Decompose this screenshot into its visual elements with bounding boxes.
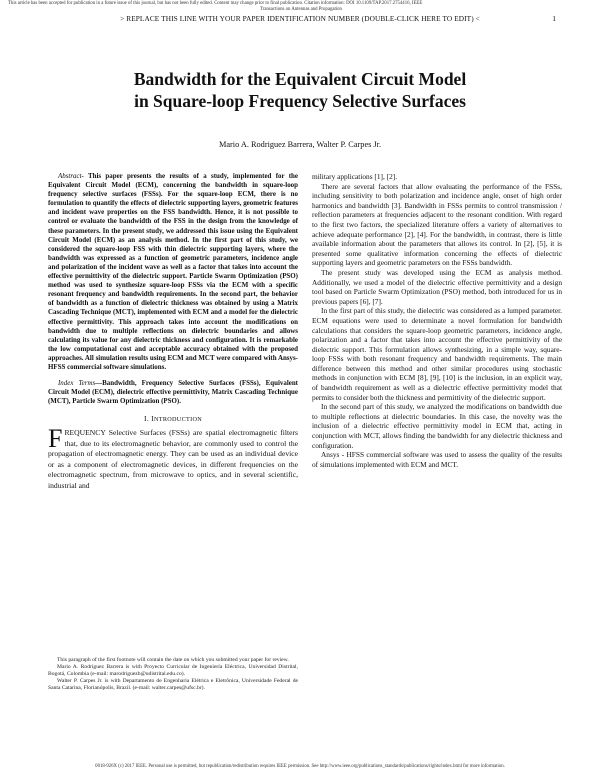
- index-terms-text: —Bandwidth, Frequency Selective Surfaces (FSSs), Equivalent Circuit Model (ECM), dielectric effective permittivity, Matrix Cascading Technique (MCT), Particle Swarm Optimization (PSO).: [48, 379, 298, 406]
- authors: Mario A. Rodriguez Barrera, Walter P. Carpes Jr.: [218, 140, 382, 149]
- abstract-label: Abstract: [58, 172, 82, 180]
- notice-line-2: Transactions on Antennas and Propagation: [260, 7, 342, 12]
- right-paragraph-2: The present study was developed using the ECM as analysis method. Additionally, we used a model of the dielectric effective permittivity and a design tool based on Particle Swarm Optimization (PSO) method, both introduced for us in previous papers [6], [7].: [312, 267, 562, 306]
- index-terms-label: Index Terms: [58, 379, 96, 388]
- notice-line-1: This article has been accepted for publication in a future issue of this journal, but has not been fully edited. Content may change prior to final publication. Citation information: DOI 10.1109/TAP.2017.2754416, IEEE: [8, 1, 423, 6]
- paper-title: [40, 68, 560, 112]
- section-number: I.: [144, 414, 149, 424]
- right-paragraph-0: military applications [1], [2].: [312, 172, 398, 181]
- section-title-rest: NTRODUCTION: [154, 416, 202, 424]
- right-paragraph-4: In the second part of this study, we analyzed the modifications on bandwidth due to multiple reflections at dielectric boundaries. In this case, the novelty was the inclusion of a dielectric effective permittivity model in ECM that, acting in conjunction with MCT, allows finding the bandwidth for any dielectric thickness and configuration.: [312, 402, 562, 450]
- intro-paragraph: [48, 423, 298, 492]
- section-heading-introduction: [48, 414, 298, 425]
- right-paragraph-5: Ansys - HFSS commercial software was used to assess the quality of the results of simulations implemented with ECM and MCT.: [312, 450, 562, 469]
- title-line-2: in Square-loop Frequency Selective Surfaces: [134, 91, 466, 111]
- abstract: [48, 172, 298, 372]
- footnote-2: Mario A. Rodriguez Barrera is with Proyecto Curricular de Ingeniería Eléctrica, Universidad Distrital, Bogotá, Colombia (e-mail: marodriguezb@udistrital.edu.co).: [48, 664, 298, 678]
- right-paragraph-1: There are several factors that allow evaluating the performance of the FSSs, including sensitivity to both polarization and incidence angle, onset of high order harmonics and bandwidth [3]. Bandwidth in FSSs permits to control transmission / reflection parameters at frequencies adjacent to the resonant condition. With regard to the first two factors, the specialized literature offers a variety of alternatives to achieve adequate performance [2], [4]. For the bandwidth, in contrast, there is little available information about the parameters that allows its control. In [2], [5], it is presented some qualitative information concerning the effects of dielectric supporting layers and geometric parameters on the FSSs bandwidth.: [312, 181, 562, 268]
- page-number: 1: [552, 14, 556, 23]
- left-column: [48, 172, 298, 492]
- footnote-1: This paragraph of the first footnote will contain the date on which you submitted your paper for review.: [57, 657, 289, 663]
- section-title-first: I: [151, 414, 154, 424]
- right-column: [312, 172, 562, 469]
- publication-notice: [8, 1, 594, 13]
- intro-text: REQUENCY Selective Surfaces (FSSs) are spatial electromagnetic filters that, due to its electromagnetic behavior, are commonly used to control the propagation of electromagnetic energy. They can be used as an individual device or as a component of electromagnetic devices, in different frequencies on the electromagnetic spectrum, from microwave to optics, and in several scientific, industrial and: [48, 427, 298, 490]
- right-paragraph-3: In the first part of this study, the dielectric was considered as a lumped parameter. ECM equations were used to determinate a novel formulation for bandwidth calculations that considers the square-loop geometric parameters, incidence angle, polarization and a factor that takes into account the effective permittivity of the dielectric support. This formulation allows synthesizing, in a simple way, square-loop FSSs with both resonant frequency and bandwidth requirements. The main difference between this method and other similar procedures using stochastic methods in conjunction with ECM [8], [9], [10] is the inclusion, in an explicit way, of bandwidth requirement as well as a dielectric effective permittivity model that permits to consider both the thickness and permittivity of the dielectric support.: [312, 306, 562, 402]
- index-terms: [48, 379, 298, 406]
- footnotes: [48, 657, 298, 692]
- footnote-3: Walter P. Carpes Jr. is with Departamento de Engenharia Elétrica e Eletrônica, Universidade Federal de Santa Catarina, Florianópolis, Brazil. (e-mail: walter.carpes@ufsc.br).: [48, 678, 298, 692]
- abstract-text: - This paper presents the results of a study, implemented for the Equivalent Circuit Model (ECM), concerning the bandwidth in square-loop frequency selective surfaces (FSSs). For the square-loop ECM, there is no formulation to quantify the effects of dielectric supporting layers, geometric features and incident wave properties on the FSS bandwidth. Hence, it is not possible to control or evaluate the bandwidth of the FSS in the design from the knowledge of these parameters. In the present study, we addressed this issue using the Equivalent Circuit Model (ECM) as an analysis method. In the first part of this study, we considered the square-loop FSS with thin dielectric supporting layers, where the bandwidth was expressed as a function of geometric parameters, incidence angle and polarization of the incident wave as well as a factor that takes into account the effective permittivity of the dielectric support. Particle Swarm Optimization (PSO) method was used to synthesize square-loop FSSs via the ECM with a specific resonant frequency and bandwidth requirements. In the second part, the behavior of bandwidth as a function of dielectric thickness was obtained by using a Matrix Cascading Technique (MCT), implemented with ECM and a model for the dielectric effective permittivity. This approach takes into account the modifications on bandwidth due to multiple reflections on dielectric boundaries and allows calculating its value for any dielectric thickness and configuration. It is remarkable the low computational cost and acceptable accuracy obtained with the proposed approaches. All simulation results using ECM and MCT were compared with Ansys-HFSS commercial software simulations.: [48, 172, 298, 371]
- title-line-1: Bandwidth for the Equivalent Circuit Model: [133, 69, 467, 89]
- running-header: > REPLACE THIS LINE WITH YOUR PAPER IDENTIFICATION NUMBER (DOUBLE-CLICK HERE TO EDIT) <: [120, 14, 480, 23]
- copyright-footer: 0018-926X (c) 2017 IEEE. Personal use is permitted, but republication/redistribution requires IEEE permission. See http://www.ieee.org/publications_standards/publications/rights/index.html for more information.: [95, 764, 505, 769]
- drop-cap: F: [48, 423, 63, 453]
